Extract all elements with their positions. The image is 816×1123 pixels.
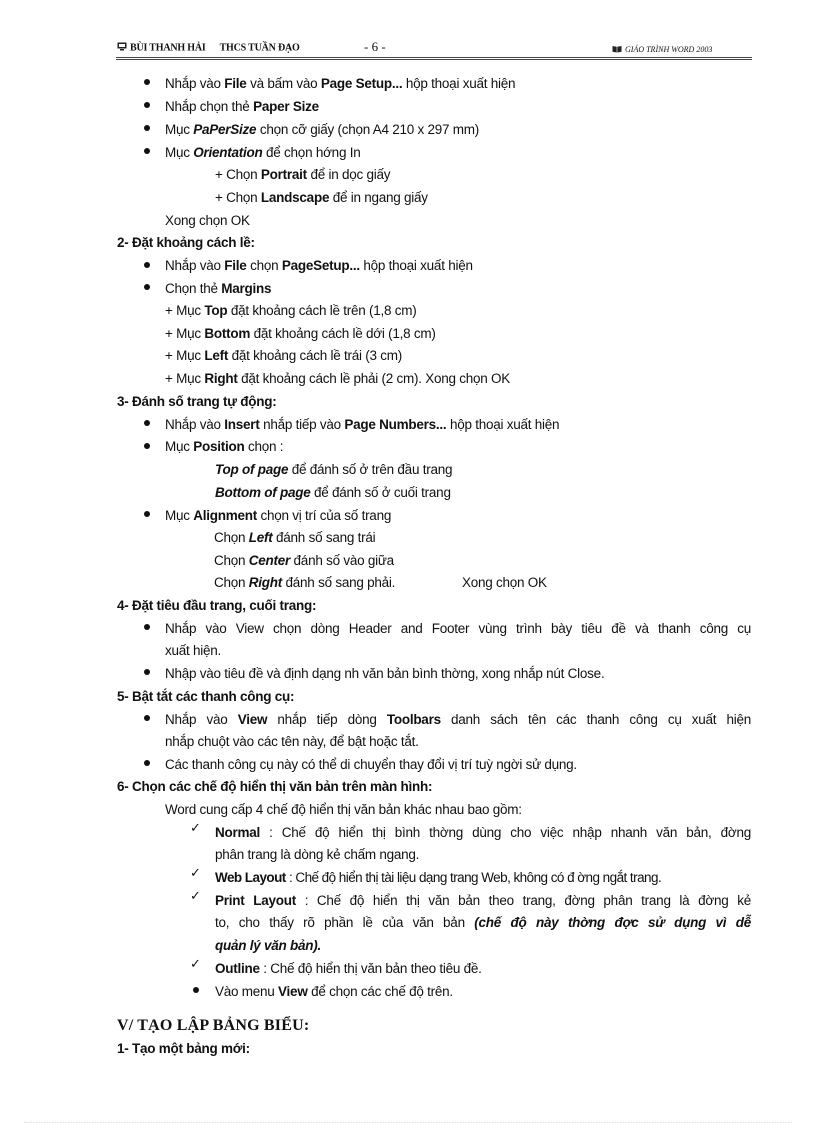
s2-bullet-2: Chọn thẻ Margins (165, 281, 272, 296)
section-4-title: 4- Đặt tiêu đầu trang, cuối trang: (117, 598, 317, 613)
s1-ok: Xong chọn OK (165, 213, 250, 228)
s6-print-layout-line-2: to, cho thấy rõ phần lề của văn bản (chế độ này thờng đợc sử dụng vì dễ (215, 915, 752, 930)
bullet (144, 102, 150, 108)
s2-margin-top: + Mục Top đặt khoảng cách lề trên (1,8 cm) (165, 303, 417, 318)
bullet (144, 669, 150, 675)
s1-bullet-2: Nhắp chọn thẻ Paper Size (165, 99, 319, 114)
s2-margin-bottom: + Mục Bottom đặt khoảng cách lề dới (1,8 cm) (165, 326, 436, 341)
bullet (193, 987, 199, 993)
s3-ok: Xong chọn OK (462, 575, 547, 590)
s2-margin-left: + Mục Left đặt khoảng cách lề trái (3 cm) (165, 348, 402, 363)
s3-align-left: Chọn Left đánh số sang trái (214, 530, 376, 545)
header-school: THCS TUẦN ĐẠO (219, 42, 300, 54)
s4-bullet-1-line-1: Nhắp vào View chọn dòng Header and Footer vùng trình bày tiêu đề và thanh công cụ (165, 621, 751, 636)
s1-bullet-3: Mục PaPerSize chọn cỡ giấy (chọn A4 210 x 297 mm) (165, 122, 480, 137)
section-2-title: 2- Đặt khoảng cách lề: (117, 235, 255, 250)
bullet (144, 125, 150, 131)
s6-intro: Word cung cấp 4 chế độ hiển thị văn bản khác nhau bao gồm: (165, 802, 522, 817)
s1-bullet-4: Mục Orientation để chọn hớng In (165, 145, 361, 160)
book-icon (612, 45, 622, 55)
s3-top-of-page: Top of page để đánh số ở trên đầu trang (215, 462, 453, 477)
checkmark-icon: ✓ (190, 865, 201, 880)
header-book-text: GIÁO TRÌNH WORD 2003 (625, 45, 713, 54)
s3-align-right: Chọn Right đánh số sang phải. (214, 575, 396, 590)
s2-bullet-1: Nhắp vào File chọn PageSetup... hộp thoại xuất hiện (165, 258, 473, 273)
s3-align-center: Chọn Center đánh số vào giữa (214, 553, 394, 568)
header-page-number: - 6 - (364, 39, 386, 54)
s1-portrait: + Chọn Portrait để in dọc giấy (215, 167, 391, 182)
s1-landscape: + Chọn Landscape để in ngang giấy (215, 190, 428, 205)
s6-outline: Outline : Chế độ hiển thị văn bản theo tiêu đề. (215, 961, 482, 976)
bullet (144, 262, 150, 268)
s2-margin-right: + Mục Right đặt khoảng cách lề phải (2 cm). Xong chọn OK (165, 371, 511, 386)
section-3-title: 3- Đánh số trang tự động: (117, 394, 277, 409)
s4-bullet-2: Nhập vào tiêu đề và định dạng nh văn bản bình thờng, xong nhắp nút Close. (165, 666, 605, 681)
s5-bullet-2: Các thanh công cụ này có thể di chuyển thay đổi vị trí tuỳ ngời sử dụng. (165, 757, 577, 772)
s5-bullet-1-line-1: Nhắp vào View nhắp tiếp dòng Toolbars danh sách tên các thanh công cụ xuất hiện (165, 712, 752, 727)
s6-view-menu: Vào menu View để chọn các chế độ trên. (215, 984, 453, 999)
s4-bullet-1-line-2: xuất hiện. (165, 643, 222, 658)
bullet (144, 420, 150, 426)
s3-bullet-1: Nhắp vào Insert nhắp tiếp vào Page Numbers... hộp thoại xuất hiện (165, 417, 560, 432)
bullet (144, 760, 150, 766)
header-author-name: BÙI THANH HẢI (130, 42, 206, 54)
bullet (144, 284, 150, 290)
s6-print-layout-line-3: quản lý văn bản). (215, 938, 322, 953)
section-v-title: V/ TẠO LẬP BẢNG BIỂU: (117, 1017, 310, 1034)
checkmark-icon: ✓ (190, 820, 201, 835)
bullet (144, 624, 150, 630)
bullet (144, 148, 150, 154)
s5-bullet-1-line-2: nhắp chuột vào các tên này, để bật hoặc tắt. (165, 734, 419, 749)
section-6-title: 6- Chọn các chế độ hiển thị văn bản trên màn hình: (117, 779, 433, 794)
s6-normal-line-2: phân trang là dòng kẻ chấm ngang. (215, 847, 420, 862)
computer-icon (117, 42, 127, 54)
s3-bullet-3: Mục Alignment chọn vị trí của số trang (165, 508, 392, 523)
section-5-title: 5- Bật tắt các thanh công cụ: (117, 689, 295, 704)
s1-bullet-1: Nhắp vào File và bấm vào Page Setup... hộp thoại xuất hiện (165, 76, 516, 91)
header-rule (116, 57, 752, 60)
s3-bullet-2: Mục Position chọn : (165, 439, 284, 454)
s6-normal-line-1: Normal : Chế độ hiển thị bình thờng dùng cho việc nhập nhanh văn bản, đờng (215, 825, 751, 840)
bullet (144, 79, 150, 85)
bullet (144, 443, 150, 449)
checkmark-icon: ✓ (190, 956, 201, 971)
section-v-sub-1: 1- Tạo một bảng mới: (117, 1041, 250, 1056)
s3-bottom-of-page: Bottom of page để đánh số ở cuối trang (215, 485, 451, 500)
s6-print-layout-line-1: Print Layout : Chế độ hiển thị văn bản theo trang, đờng phân trang là đờng kẻ (215, 893, 751, 908)
header-book-title (612, 45, 712, 65)
bullet (144, 715, 150, 721)
checkmark-icon: ✓ (190, 888, 201, 903)
bullet (144, 511, 150, 517)
s6-web-layout: Web Layout : Chế độ hiển thị tài liệu dạng trang Web, không có đ ờng ngắt trang. (215, 870, 662, 885)
